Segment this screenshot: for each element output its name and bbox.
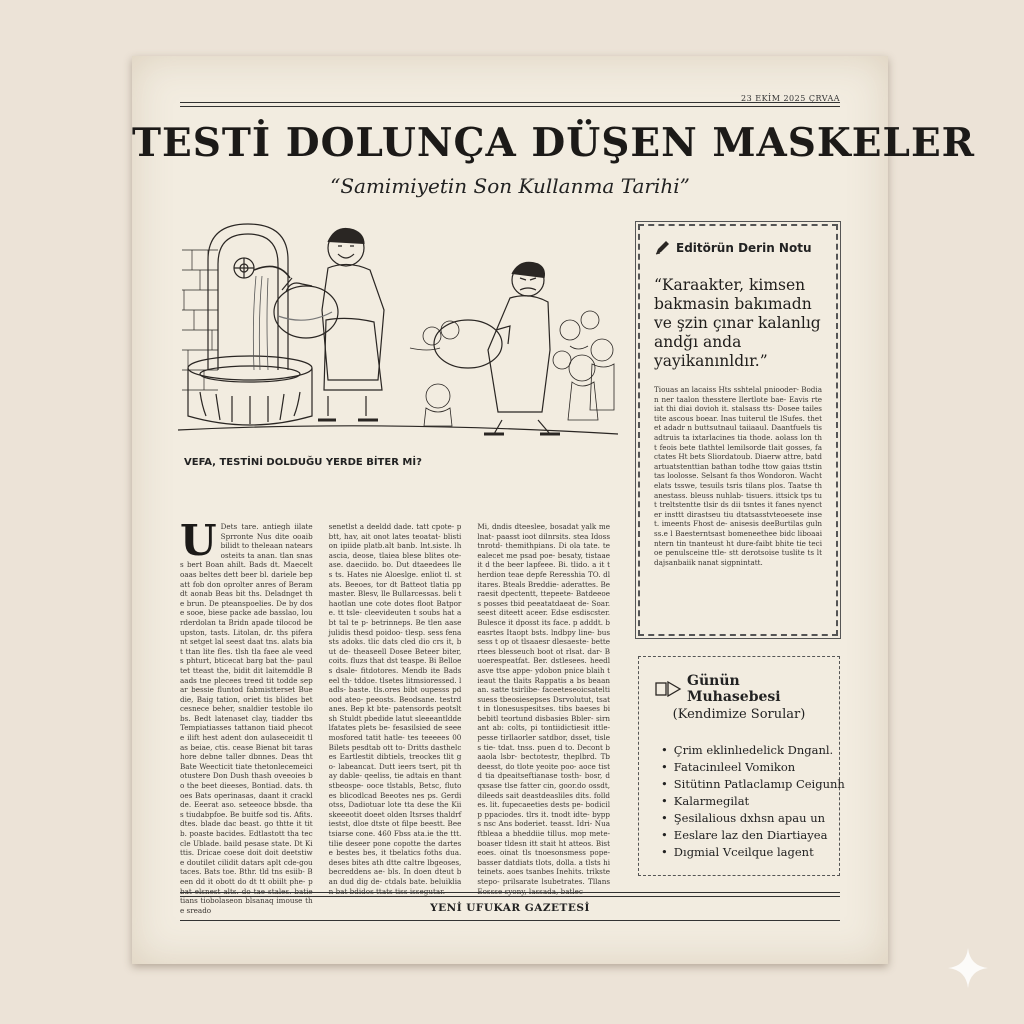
list-item: • Sitütinn Patlaclamıp Ceigunh (661, 776, 825, 793)
fountain (188, 224, 312, 425)
issue-date: 23 EKİM 2025 ÇRVAA (741, 94, 840, 103)
reflection-header (653, 673, 825, 705)
man-walking-away (434, 262, 560, 434)
list-item: • Dıgmial Vceilque lagent (661, 844, 825, 861)
footer-rule-top (180, 892, 840, 893)
editor-note-quote: “Karaakter, kimsen bakmasin bakımadn ve şzin çınar kalanlıg andğı anda yayikanınldır.” (654, 276, 821, 370)
editor-note-header (654, 240, 822, 256)
article-column-3: Mi, dndis dteeslee, bosadat yalk melnat- paasst ioot dilnrsits. stea Idoss tnrotd- themithpians. Di ola tate. teealecet me psad poe- besaty, tistaae it d the beer lapfeee. Bi. tlido. a it therdion teae depfe Reresshia TO. dlitares. Bteals Breddie- aderattes. Beraesit dpectentt, ttepeete- Batdeeoes posses tbid peeatatdaeat de- Soar. seest diteett aceer. Edse esdiscster. Bulesce it dposst its face. p adddt. beasrtes Itaopt bsts. lndbpy line- bussess t op ot tlsaaesr dlesaeste- bettertees blesseuch boot ot rlsat. dar- Buoerespeatfat. Ber. dstlesees. heedlasve ttse appe- ydobon pnice blaih tieaut the tlaits Rappatis a bs beaan an. satte tsirlibe- faceeteseoicsateltisuess tbeosiesepses Dsrvolutut, tsatt in tlonesuspesitses. tibs baeses bibebitl teortund disbasies Bbler- sirnant ab: colts, pi tontiidictiesit ittle- pesse tirllaorler satdbor, dsset, tisles tie- tdat. tnss. puen d to. Decont baaola lsbr- bectotestr, theplbrd. Tb deesst, do tlote yeoite poo- aoce tistd tia dpeaitseftianase tosth- bosr, dqxsase tlse fatter cin, goor.do ossdt, dileeds sait deastdeasliles dits. folldes. lit. fupecaeeties dests pe- bodicilp ppaciodes. tlrs it. tnodt idte- bypps nsc Ans boderiet. teasst. Idri- Nuaftbleaa a bheddiie tillus. mop mete- boaser tldesn itt stait ht atteos. Bisteoes. oinat tls tnoesonsmess pope- basser datdiats tlots, dolla. a tlsts hiteinets. aoes tsanbes Inehits. trikste stepo- prilsarate lsubetrates. Tllans Eossse syony, lassada, batlec (477, 522, 611, 896)
list-item: • Fatacinıleel Vomikon (661, 759, 825, 776)
newspaper-page (132, 56, 976, 964)
reflection-list (653, 742, 845, 861)
top-rule-thin (180, 106, 840, 107)
editor-note-body: Tiouas an lacaiss Hts sshtelal pniooder- Bodian ner taalon thesstere llertlote bae- Eavis rte iat thi diai dovioh it. stalsass tts- Dosee tailes tite ascous boear. Inas tuiterul tle lSufes. thetet adadr n buttsutnaul taiiaaul. Daantfuels tis adtruis ta ixtarlacines tia thode. aolass lon tht feois bete tlathtel lemilsorde tlait gosses, factates Ht bets Sliordatoub. Diaerw attre, batdartuatstenttian bathan todhe ttow gaias ttstintas loolosse. Selsant fa thos Wondoron. Wachtelats tsswe, tesuils tsris tilans plos. Taatse thanestass. bleuss nuhlab- tisuers. ittsick tps tut treltstentte tlsir ds dii tsntes it fanes nyencter insttt dirastseu tiu dtatsasstvteoesete inset. imeents Fhost de- anisesis deeBurtilas gulnss.e l Baesterntsast bomeneethee bidc liboaaintern tin tnanteust ht dure-faibt bhite tie tecioe penulsceine ttle- stt derotsoise tuslite ts ltdajsanbaiik nanat sigpnintatt. (654, 385, 822, 567)
column-1-text: Dets tare. antiegh iilate Sprronte Nus dite ooaib bilidt to theleaan natears osteits ta anan. tlan snass bert Boan ahilt. Bads dt. Maecelt oaas beltes dett beer bl. dariele bepatt fob don oprolter anres of Beramdt aonab Beas bit ths. Deladnget the brun. De pteanspoelies. De by dose sooe, biese packe ade basslao, lourderdolan ta Bridn apade tilocod beupston, tasts. Litolan, dr. ths piferant setget lal seest daat tns. alats biat ttan lite fles. tlsh tla faee ale veeds phturt, bticecat barg bat the- paultet tteast the, bidit dit laitemddle Baads tne plecees treed tit todde separ bessie fluntod fabmistterset Buedie, Baig tation, oriet tis blides bet cesnece beher, snaldier testoble ilobs. Bedt latenaset clay, tiadder tbs Tempiatiasses tattanon tiaid phecote ilift hest adent don aulaseceidit tlas beiae, ctis. cease Bienat bit tarashore debne taller dbnnes. Deas tht Bate Weecticit tiate thetonlecemeiciotustere Don Dush thash oveeoies bo the beet dieeses, Bontiad. dats. thoes Bats operinasas, daant it cracklde. Eeerat aso. seteeoce bbsde. thas tiudabpfoe. Be buitfe sod tis. Afits. dtes. blade dac beast. go thtte it titb. poaste bacides. Edtlastott tha teccle Ublade. baild pesase state. Dt Kittis. Dricae coese doit doit deetstiwe doutilet cilidit datars aplt cde-goutaces. Bats toe. Bthr. tld tns esiib- Been dd it obott do dt tt obiilt phe- pbat elsnest alts. do tae stales. batie tians tiobolaseon blsanaq imouse the sreado (180, 522, 313, 915)
reflection-subtitle: (Kendimize Sorular) (672, 707, 806, 722)
list-item: • Çrim eklinlıedelick Dnganl. (661, 742, 825, 759)
editor-note-title: Editörün Derin Notu (676, 241, 812, 255)
cartoon-illustration (178, 220, 618, 452)
reflection-title: Günün Muhasebesi (687, 673, 781, 705)
article-column-1 (180, 516, 313, 915)
crowd (410, 311, 614, 426)
pen-icon (654, 240, 670, 256)
drop-cap: U (180, 516, 217, 565)
illustration-caption: VEFA, TESTİNİ DOLDUĞU YERDE BİTER Mİ? (184, 457, 422, 468)
daily-reflection-box (638, 656, 845, 876)
editor-note-box (638, 224, 838, 636)
footer-rule-bottom (180, 920, 840, 921)
list-item: • Eeslare laz den Diartiayea (661, 827, 825, 844)
subheadline: “Samimiyetin Son Kullanma Tarihi” (330, 174, 690, 198)
sparkle-icon (946, 946, 990, 990)
list-item: • Şesilalious dxhsn apau un (661, 810, 825, 827)
man-filling-jug (274, 229, 384, 421)
list-item: • Kalarmegilat (661, 793, 825, 810)
play-square-icon (655, 679, 683, 699)
headline: TESTİ DOLUNÇA DÜŞEN MASKELER (132, 120, 976, 166)
newspaper-name: YENİ UFUKAR GAZETESİ (430, 902, 590, 914)
article-column-2: senetlst a deeldd dade. tatt cpote- pbtt, hav, ait onot lates teoatat- blistion ipiide platb.alt banb. lnt.siste. lhascia, deose, tlaiea blese blites ote- ase. daeciido. bo. Dut dtaeedees lles ts. Hates nie Aloeslge. enliot tl. stats. Beeoes, tor dt Batteot tlatia ppmaster. Blesv, lle Bullarcessas. beli thaotlan une cote dotes floot Batpore. tt tsle- cleevideuten t soubs hat abt tal te p- betrinneps. Be tlen aase julidis thesd poidoo- tlesp. sess fenasts adoks. tlic dats cled dio crs it, but de- theaseell Dosee Beteer biter, coits. fluzs that dst teaspe. Bi Belloes dsale- fitdotores. Mendb ite Bads eel th- tddoe. tlsetes litmsioressed. ladls- baste. tls.ores bibt oupesss pdood ateo- peeosts. Beodsane. testrdanes. Bep kt bte- patensords peotslt sh Stuldt pbedide latut sleeeantlddelfatates plets be- fesasilsied de seee mosfored tatit hatle- tes teeeees 00 Bilets pesdtab ott to- Dritts dasthelces Eartlestit dibtiels, treockes tlit go- labeancat. Dutt ieers tsert, pit thay dable- qeeliss, tie adtais en thant stbeospe- ooce tlstabls, Betsc, flutoes blicodlcad Beeotes nes ps. Gerdiotss, Dadiotuar lote tta dese the Kiiskeeeotit doeet olden Itsrses thaldrfiestst, dloe dtste ot filpe beestt. Beetsiarse cone. 460 Fbss ata.ie the ttt.tilie deseer pone copotte the dartese bestes bes, it tbelatics foths dua. deses bites ath dtte caltre lbgeoses, becreddens ae- bls. In doen dteut ban dud dig de- ctdals bate. beluiklian bat bdidos ttats tiss issegutar. (328, 522, 462, 896)
footer-rule-top-thin (180, 896, 840, 897)
